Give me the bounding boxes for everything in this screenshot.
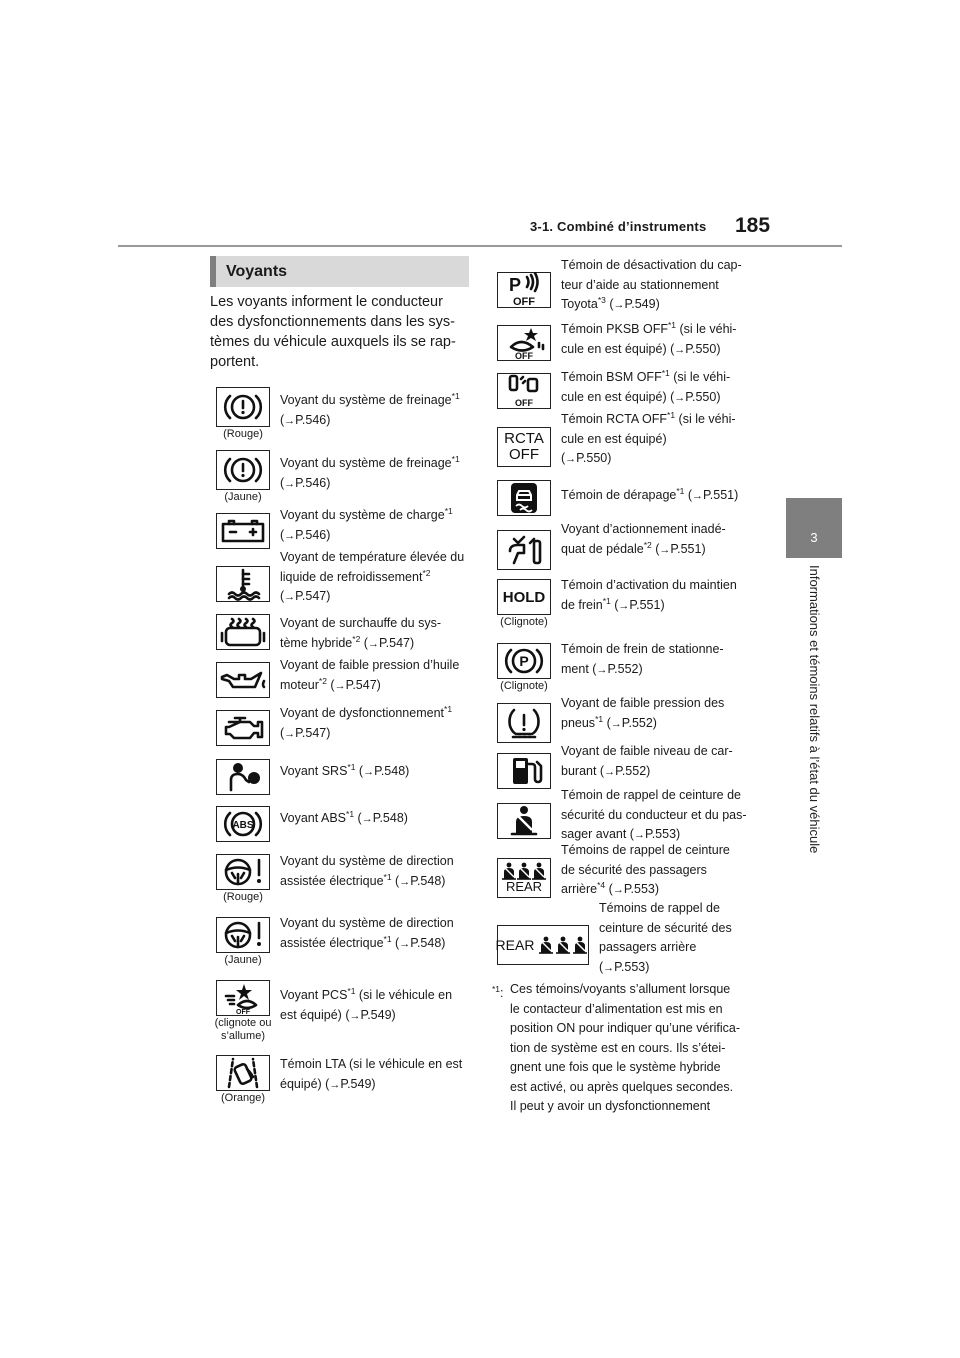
rear-seatbelt-icon-b <box>497 925 589 965</box>
indicator-description: Voyant du système de freinage$^{*1}$ (→P.546) <box>280 390 460 427</box>
icon-caption: (Jaune) <box>224 954 262 966</box>
bsm-off-icon <box>497 373 551 409</box>
pksb-off-icon <box>497 325 551 361</box>
footnote-mark: $^{*1}$: <box>492 984 504 1001</box>
battery-icon <box>216 513 270 549</box>
indicator-description: Voyant de surchauffe du sys- tème hybride$^{*2}$ (→P.547) <box>280 616 441 650</box>
abs-icon <box>216 806 270 842</box>
icon-caption: (Jaune) <box>224 491 262 503</box>
side-tab-label: Informations et témoins relatifs à l’état du véhicule <box>807 565 822 854</box>
indicator-description: Témoin LTA (si le véhicule en est équipé) (→P.549) <box>280 1057 463 1091</box>
power-steering-icon <box>216 854 270 890</box>
parking-brake-icon <box>497 643 551 679</box>
icon-caption: (Clignote) <box>500 680 548 692</box>
rcta-off-text: RCTA OFF <box>504 430 544 463</box>
icon-caption: (Rouge) <box>223 891 263 903</box>
footnote-line: gnent une fois que le système hybride <box>510 1060 721 1074</box>
slip-indicator-icon <box>497 480 551 516</box>
indicator-description: Voyant du système de freinage$^{*1}$ (→P.546) <box>280 453 460 490</box>
indicator-description: Voyant PCS$^{*1}$ (si le véhicule en est équipé) (→P.549) <box>280 985 453 1022</box>
svg-text:OFF: OFF <box>515 398 533 408</box>
icon-caption: (Orange) <box>220 1092 266 1104</box>
svg-text:OFF: OFF <box>236 1009 250 1016</box>
side-tab-number[interactable]: 3 <box>786 498 842 558</box>
side-tab <box>786 565 842 875</box>
svg-text:OFF: OFF <box>515 351 533 361</box>
indicator-description: Témoin de frein de stationne- ment (→P.552) <box>561 642 724 676</box>
svg-text:ABS: ABS <box>232 820 254 831</box>
chapter-title: 3-1. Combiné d’instruments <box>530 219 707 234</box>
footnote-line: est activé, ou après quelques secondes. <box>510 1079 734 1094</box>
footnote-text <box>510 980 762 1117</box>
icon-caption: (Clignote) <box>500 616 548 628</box>
lta-icon <box>216 1055 270 1091</box>
indicator-description: Voyant de dysfonctionnement$^{*1}$ (→P.547) <box>280 703 453 740</box>
tire-pressure-icon <box>497 703 551 743</box>
indicator-description: Voyant d’actionnement inadé- quat de pédale$^{*2}$ (→P.551) <box>561 522 726 556</box>
indicator-description: Voyant de faible niveau de car- burant (→P.552) <box>561 744 733 778</box>
brake-warning-icon <box>216 450 270 490</box>
indicator-description: Voyant de faible pression des pneus$^{*1}$ (→P.552) <box>561 696 725 730</box>
hybrid-overheat-icon <box>216 614 270 650</box>
power-steering-icon <box>216 917 270 953</box>
footnote-line: position ON pour indiquer qu’une vérifica- <box>510 1021 740 1035</box>
hold-text: HOLD <box>502 588 546 606</box>
coolant-temp-icon <box>216 566 270 602</box>
icon-caption: (Rouge) <box>223 428 263 440</box>
rcta-off-icon <box>497 427 551 467</box>
indicator-description: Voyant SRS$^{*1}$ (→P.548) <box>280 761 410 778</box>
oil-pressure-icon <box>216 662 270 698</box>
indicator-description: Témoin de désactivation du cap- teur d’aide au stationnement Toyota$^{*3}$ (→P.549) <box>561 258 742 311</box>
svg-text:OFF: OFF <box>513 296 535 308</box>
icon-caption: (clignote ou s’allume) <box>214 1017 272 1042</box>
indicator-description: Témoin de dérapage$^{*1}$ (→P.551) <box>561 485 739 502</box>
brake-warning-icon <box>216 387 270 427</box>
seatbelt-reminder-icon <box>497 803 551 839</box>
section-title: Voyants <box>210 256 469 287</box>
footnote-line: le contacteur d’alimentation est mis en <box>510 1001 723 1016</box>
indicator-description: Voyant du système de direction assistée électrique$^{*1}$ (→P.548) <box>280 854 454 888</box>
fuel-level-icon <box>497 753 551 789</box>
parking-assist-off-icon <box>497 272 551 308</box>
indicator-description: Témoins de rappel de ceinture de sécurité des passagers arrière$^{*4}$ (→P.553) <box>561 843 730 896</box>
srs-airbag-icon <box>216 759 270 795</box>
page-number: 185 <box>735 214 771 237</box>
check-engine-icon <box>216 710 270 746</box>
indicator-description: Voyant du système de charge$^{*1}$ (→P.546) <box>280 505 453 542</box>
footnote-line: Ces témoins/voyants s’allument lorsque <box>510 982 731 996</box>
footnote-line: tion de système est en cours. Ils s’étei- <box>510 1040 726 1055</box>
header-divider <box>118 245 842 247</box>
indicator-description: Voyant du système de direction assistée électrique$^{*1}$ (→P.548) <box>280 916 454 950</box>
brake-hold-icon <box>497 579 551 615</box>
section-intro: Les voyants informent le conducteur des dysfonctionnements dans les sys- tèmes du véhicule auxquels ils se rap- portent. <box>210 294 456 370</box>
indicator-description: Témoin RCTA OFF$^{*1}$ (si le véhi- cule en est équipé) (→P.550) <box>561 409 736 465</box>
svg-text:P: P <box>508 275 522 295</box>
indicator-description: Témoin BSM OFF$^{*1}$ (si le véhi- cule en est équipé) (→P.550) <box>561 367 731 404</box>
indicator-description: Voyant de faible pression d’huile moteur$^{*2}$ (→P.547) <box>280 658 460 692</box>
indicator-description: Témoin PKSB OFF$^{*1}$ (si le véhi- cule en est équipé) (→P.550) <box>561 319 737 356</box>
indicator-description: Témoin de rappel de ceinture de sécurité du conducteur et du pas- sager avant (→P.553) <box>561 788 747 841</box>
rear-seatbelt-icon-a <box>497 858 551 898</box>
indicator-description: Voyant ABS$^{*1}$ (→P.548) <box>280 808 408 825</box>
footnote-line: Il peut y avoir un dysfonctionnement <box>510 1099 711 1113</box>
indicator-description: Voyant de température élevée du liquide de refroidissement$^{*2}$ (→P.547) <box>280 550 465 603</box>
rear-belt-stack: REAR <box>500 862 548 894</box>
svg-text:P: P <box>519 653 529 669</box>
pedal-misoperation-icon <box>497 530 551 570</box>
rear-belt-row: REAR <box>496 935 591 955</box>
pcs-off-icon <box>216 980 270 1016</box>
indicator-description: Témoin d’activation du maintien de frein$^{*1}$ (→P.551) <box>561 578 737 612</box>
indicator-description: Témoins de rappel de ceinture de sécurité des passagers arrière (→P.553) <box>599 901 732 974</box>
footnote <box>492 980 762 1117</box>
